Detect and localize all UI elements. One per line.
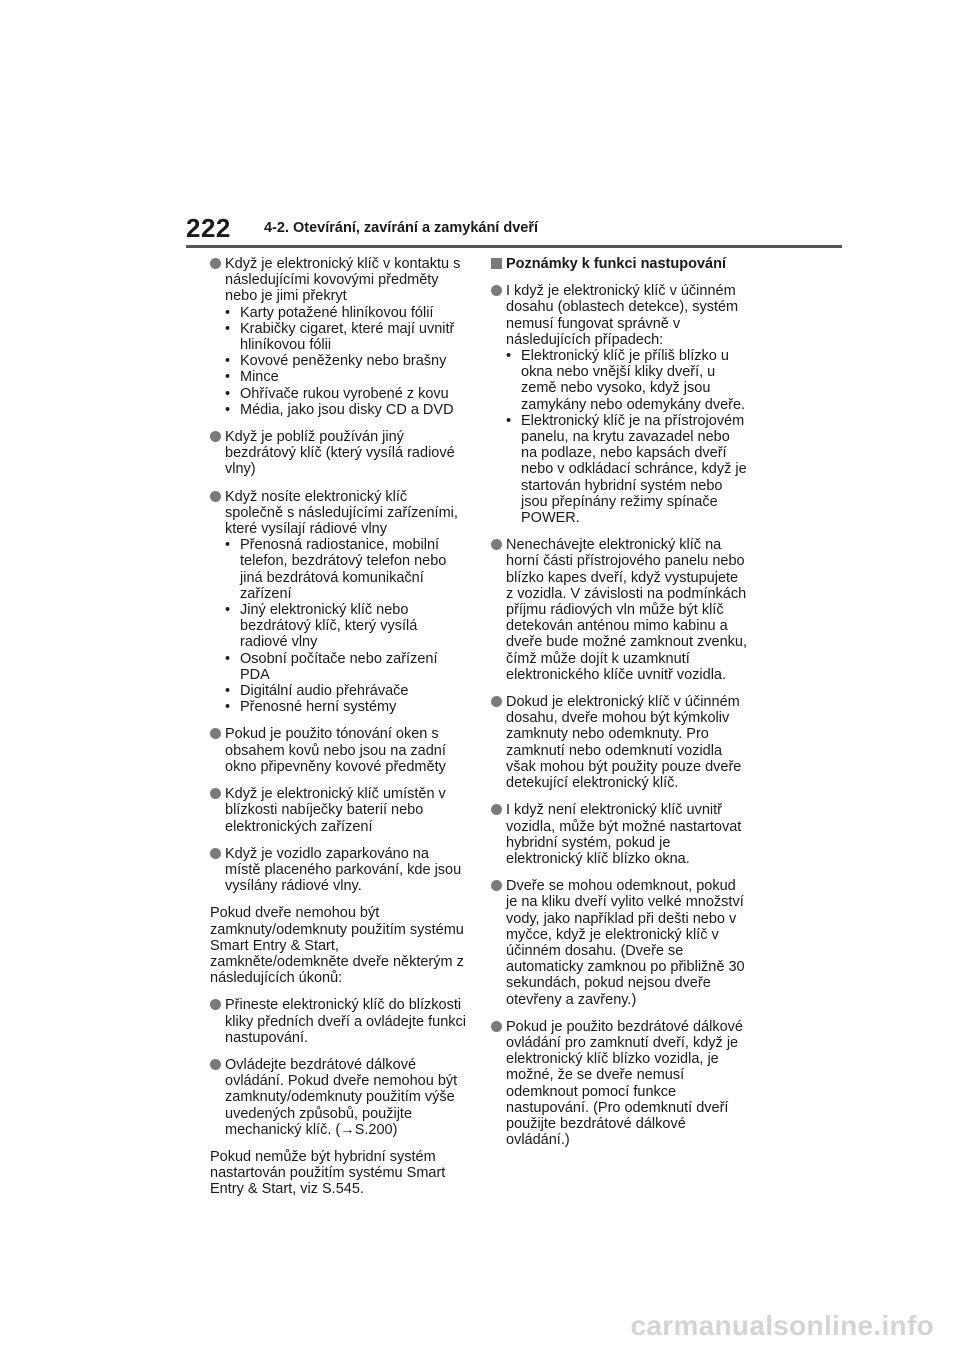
sub-item-text: Ohřívače rukou vyrobené z kovu [240,385,449,402]
sub-item [225,353,468,369]
sub-bullet-icon: • [225,683,231,700]
sub-item [225,537,468,602]
list-item [210,489,468,716]
list-item [210,256,468,418]
bullet-text: I když je elektronický klíč v účinném dosahu (oblastech detekce), systém nemusí fungovat správně v následujících případech: [506,283,739,348]
bullet-dot-icon [491,285,502,296]
bullet-text: Pokud je použito tónování oken s obsahem kovů nebo jsou na zadní okno připevněny kovové předměty [225,726,446,775]
sub-item-text: Mince [240,369,279,386]
bullet-text: Přineste elektronický klíč do blízkosti kliky předních dveří a ovládejte funkci nastupování. [225,997,466,1046]
sub-item-text: Jiný elektronický klíč nebo bezdrátový klíč, který vysílá radiové vlny [240,602,418,651]
sub-bullet-icon: • [225,401,231,418]
sub-item [225,369,468,385]
sub-bullet-icon: • [225,320,231,337]
sub-item [225,651,468,683]
sub-bullet-icon: • [225,385,231,402]
sub-item-text: Digitální audio přehrávače [240,683,409,700]
sub-item [506,348,749,413]
paragraph: Pokud dveře nemohou být zamknuty/odemknuty použitím systému Smart Entry & Start, zamkněte/odemkněte dveře některým z následujících úkonů: [210,905,464,987]
sub-bullet-icon: • [225,369,231,386]
watermark: carmanualsonline.info [630,1310,934,1341]
list-item [491,283,749,526]
sub-item [225,402,468,418]
sub-item [506,413,749,526]
bullet-text: Pokud je použito bezdrátové dálkové ovládání pro zamknutí dveří, když je elektronický klíč blízko vozidla, je možné, že se dveře nemusí odemknout pomocí funkce nastupování. (Pro odemknutí dveří použijte bezdrátové dálkové ovládání.) [506,1018,743,1149]
bullet-dot-icon [210,999,221,1010]
sub-bullet-icon: • [225,304,231,321]
list-item [491,694,749,791]
bullet-dot-icon [210,728,221,739]
bullet-dot-icon [210,491,221,502]
left-column [210,256,468,1209]
bullet-dot-icon [491,880,502,891]
sub-item-text: Elektronický klíč je příliš blízko u okna nebo vnější kliky dveří, u země nebo vysoko, když jsou zamykány nebo odemykány dveře. [521,348,746,413]
section-title: 4-2. Otevírání, zavírání a zamykání dveří [264,220,539,236]
bullet-text: Když je elektronický klíč v kontaktu s následujícími kovovými předměty nebo je jimi překryt [225,256,461,305]
sub-item [225,683,468,699]
bullet-text: Když je vozidlo zaparkováno na místě placeného parkování, kde jsou vysílány rádiové vlny. [225,845,462,895]
sub-item-text: Přenosné herní systémy [240,699,397,716]
sub-item-text: Elektronický klíč je na přístrojovém panelu, na krytu zavazadel nebo na podlaze, nebo kapsách dveří nebo v odkládací schránce, když je startován hybridní systém nebo jsou přepínány režimy spínače POWER. [521,412,747,527]
sub-bullet-icon: • [225,602,231,619]
sub-item-text: Krabičky cigaret, které mají uvnitř hliníkovou fólii [240,320,455,354]
bullet-text: Ovládejte bezdrátové dálkové ovládání. Pokud dveře nemohou být zamknuty/odemknuty použitím výše uvedených způsobů, použijte mechanický klíč. (→S.200) [225,1056,458,1138]
sub-item-text: Přenosná radiostanice, mobilní telefon, bezdrátový telefon nebo jiná bezdrátová komunikační zařízení [240,537,447,602]
bullet-dot-icon [210,848,221,859]
bullet-dot-icon [210,1059,221,1070]
list-item [491,802,749,867]
subsection-title: Poznámky k funkci nastupování [506,256,726,272]
bullet-dot-icon [210,258,221,269]
list-item [210,786,468,835]
sub-item-text: Kovové peněženky nebo brašny [240,353,447,370]
bullet-text: Dveře se mohou odemknout, pokud je na kliku dveří vylito velké množství vody, jako například při dešti nebo v myčce, když je elektronický klíč v účinném dosahu. (Dveře se automaticky zamknou po přibližně 30 sekundách, pokud nejsou dveře otevřeny a zavřeny.) [506,878,745,1008]
bullet-dot-icon [491,539,502,550]
list-item [210,429,468,478]
list-item [210,846,468,895]
sub-bullet-icon: • [506,348,512,365]
sub-item [225,321,468,353]
paragraph: Pokud nemůže být hybridní systém nastartován použitím systému Smart Entry & Start, viz S.545. [210,1148,446,1198]
header-rule [186,245,842,248]
bullet-text: Když je poblíž používán jiný bezdrátový klíč (který vysílá radiové vlny) [225,429,455,478]
page-number: 222 [186,213,231,243]
sub-item-text: Média, jako jsou disky CD a DVD [240,401,454,418]
square-bullet-icon [491,258,502,269]
bullet-dot-icon [210,788,221,799]
list-item [491,878,749,1008]
list-item [210,997,468,1046]
bullet-dot-icon [491,1021,502,1032]
sub-item [225,699,468,715]
sub-item [225,602,468,651]
sub-item [225,305,468,321]
list-item [491,537,749,683]
sub-bullet-icon: • [225,650,231,667]
bullet-text: I když není elektronický klíč uvnitř vozidla, může být možné nastartovat hybridní systém, pokud je elektronický klíč blízko okna. [506,802,742,867]
list-item [210,726,468,775]
sub-bullet-icon: • [225,537,231,554]
bullet-text: Když nosíte elektronický klíč společně s následujícími zařízeními, které vysílají rádiové vlny [225,488,458,538]
list-item [491,1019,749,1149]
sub-item-text: Karty potažené hliníkovou fólií [240,304,434,321]
bullet-dot-icon [491,804,502,815]
subsection-heading [491,256,749,272]
bullet-dot-icon [210,431,221,442]
right-column [491,256,749,1159]
sub-item-text: Osobní počítače nebo zařízení PDA [240,650,438,683]
bullet-dot-icon [491,696,502,707]
page-header [186,214,842,246]
bullet-text: Nenechávejte elektronický klíč na horní části přístrojového panelu nebo blízko kapes dveří, když vystupujete z vozidla. V závislosti na podmínkách příjmu rádiových vln může být klíč detekován anténou mimo kabinu a dveře bude možné zamknout zvenku, čímž může dojít k uzamknutí elektronického klíče uvnitř vozidla. [506,537,747,683]
sub-bullet-icon: • [225,353,231,370]
bullet-text: Když je elektronický klíč umístěn v blízkosti nabíječky baterií nebo elektronických zařízení [225,786,446,835]
sub-bullet-icon: • [225,699,231,716]
list-item [210,1057,468,1138]
bullet-text: Dokud je elektronický klíč v účinném dosahu, dveře mohou být kýmkoliv zamknuty nebo odemknuty. Pro zamknutí nebo odemknutí vozidla však mohou být použity pouze dveře detekující elektronický klíč. [506,694,742,792]
sub-bullet-icon: • [506,412,512,429]
sub-item [225,386,468,402]
